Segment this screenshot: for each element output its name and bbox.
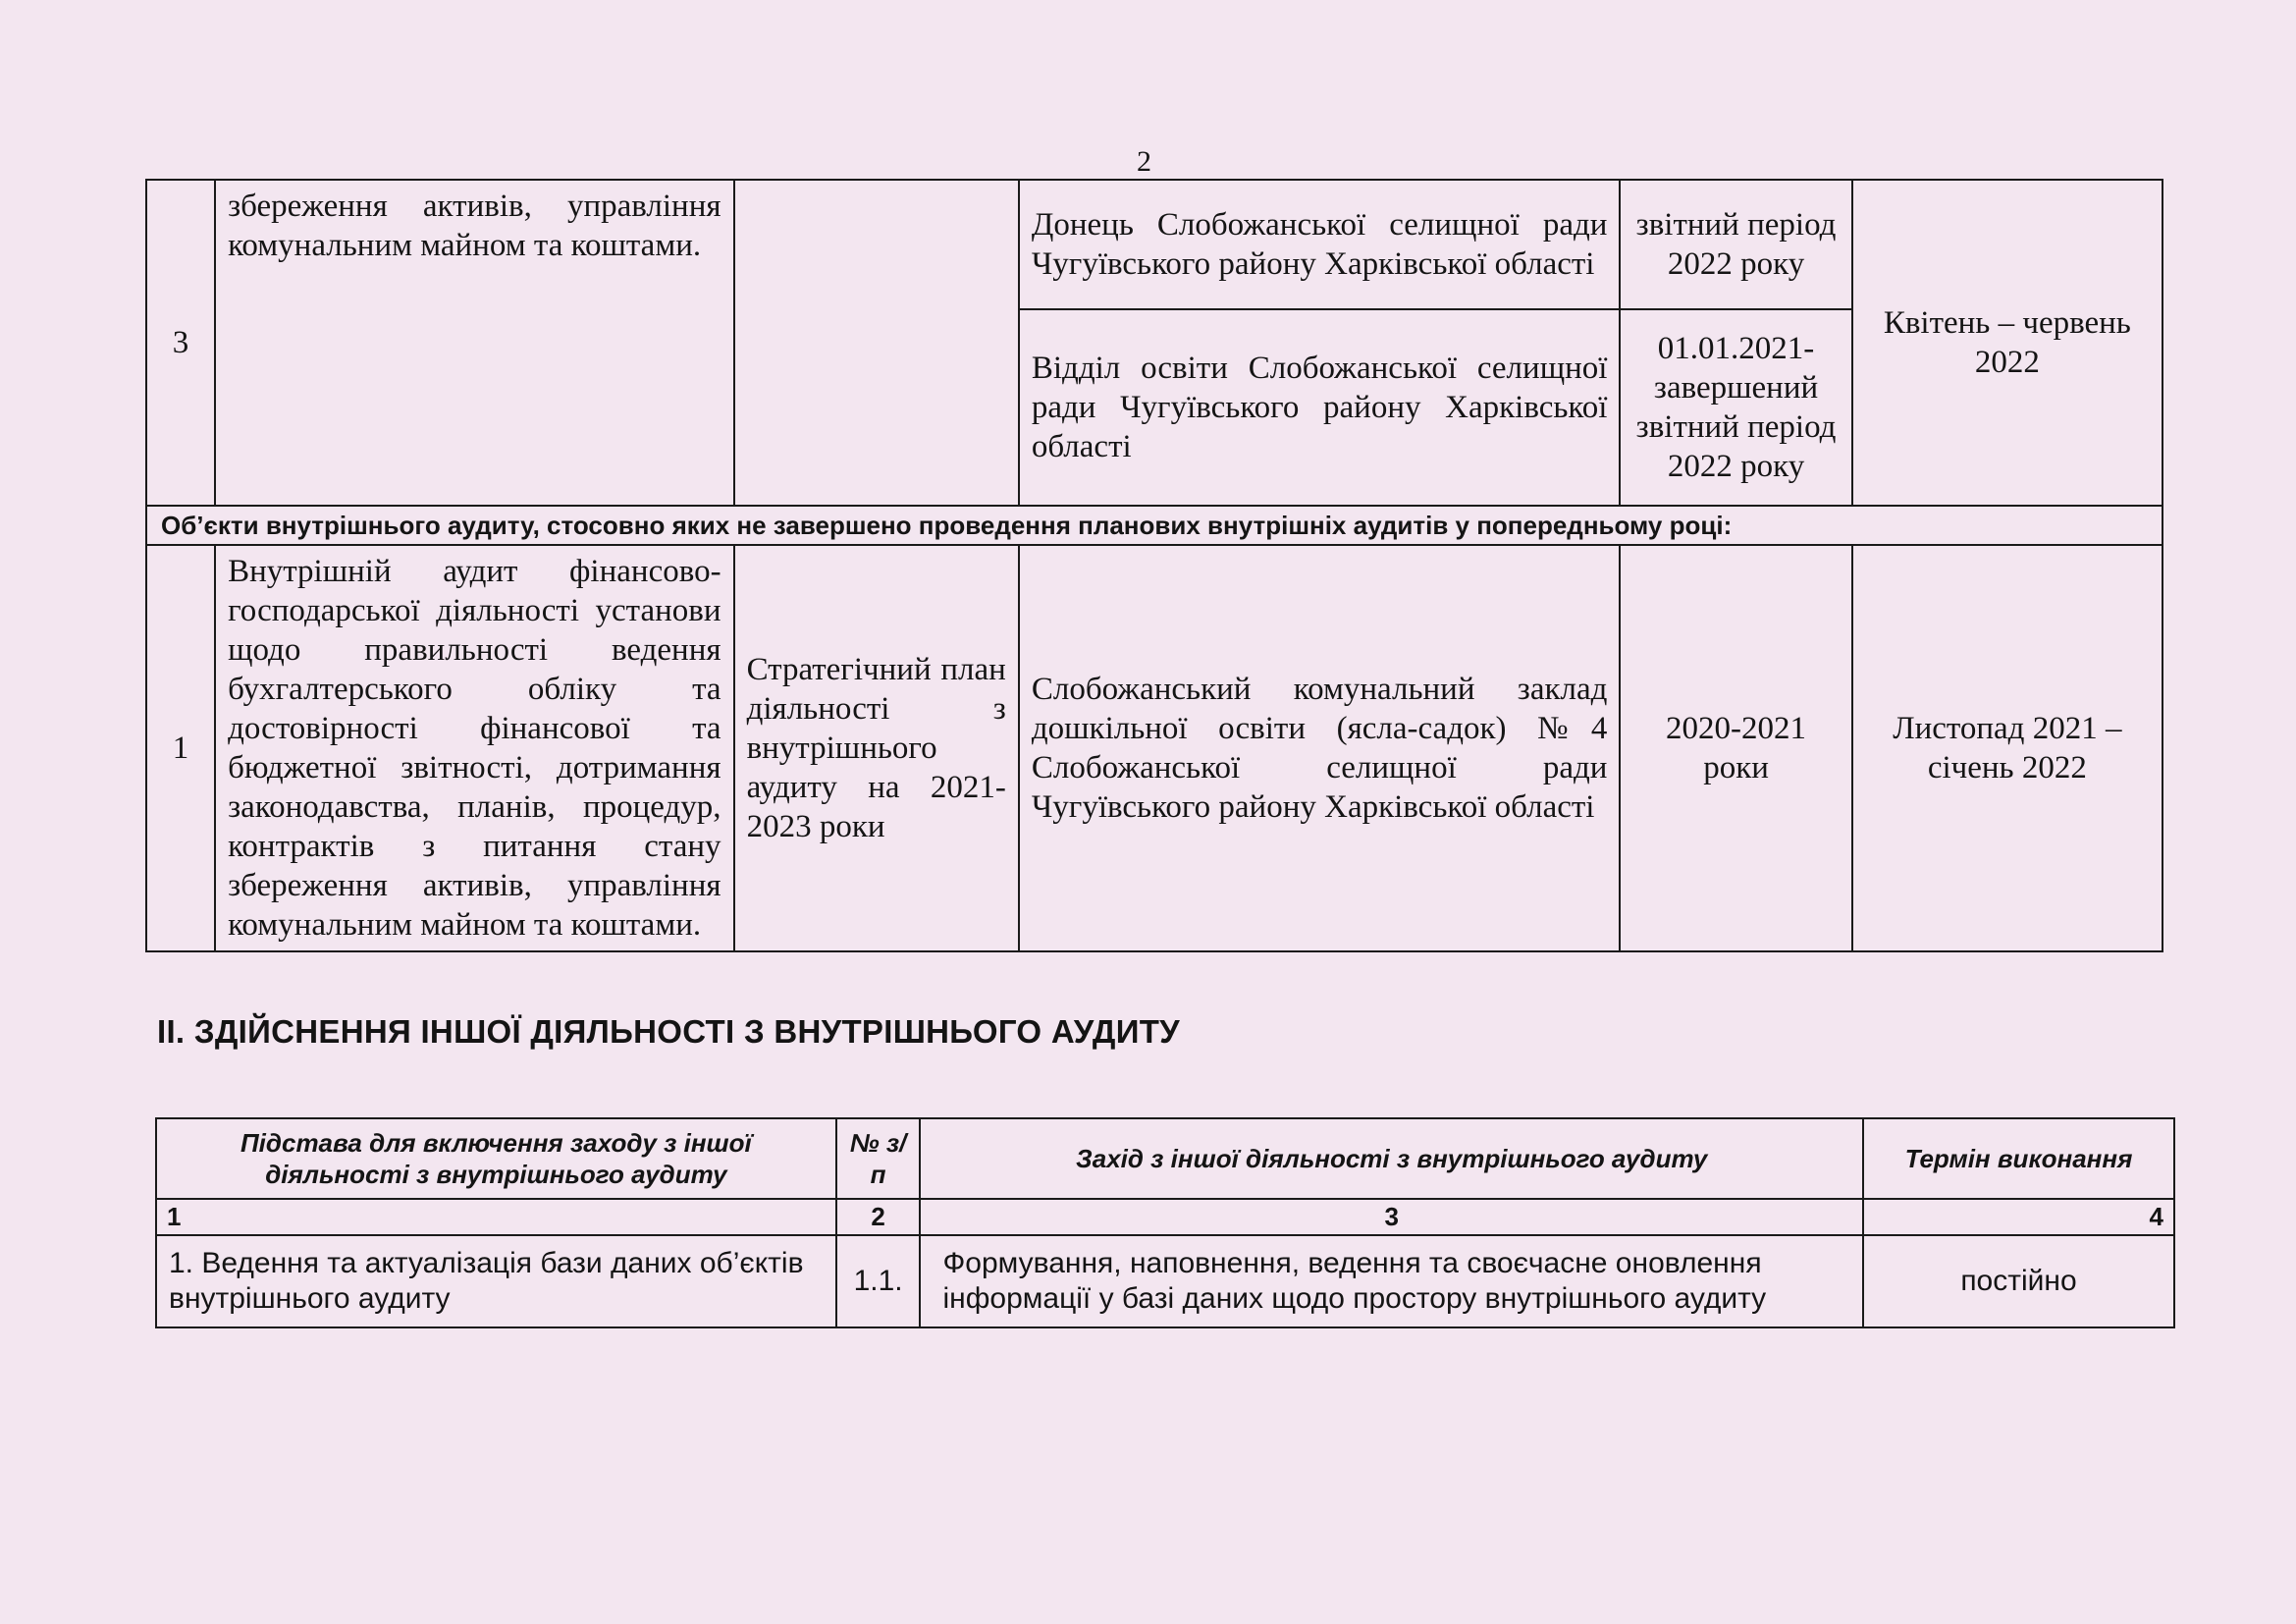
section-heading: ІІ. ЗДІЙСНЕННЯ ІНШОЇ ДІЯЛЬНОСТІ З ВНУТРІШНЬОГО АУДИТУ <box>157 1013 1181 1050</box>
audit-subject: збереження активів, управління комунальним майном та коштами. <box>215 180 734 506</box>
activity-term: постійно <box>1863 1235 2174 1327</box>
activity-basis: 1. Ведення та актуалізація бази даних об’єктів внутрішнього аудиту <box>156 1235 836 1327</box>
table-row <box>156 1235 2174 1327</box>
audit-basis-empty <box>734 180 1019 506</box>
audit-period: 2020-2021 роки <box>1620 545 1851 951</box>
table-header-row <box>156 1118 2174 1199</box>
audit-term: Квітень – червень 2022 <box>1852 180 2163 506</box>
row-number: 3 <box>146 180 215 506</box>
row-number: 1 <box>146 545 215 951</box>
index-cell: 4 <box>1863 1199 2174 1235</box>
header-activity: Захід з іншої діяльності з внутрішнього аудиту <box>920 1118 1863 1199</box>
section-header: Об’єкти внутрішнього аудиту, стосовно яких не завершено проведення планових внутрішніх аудитів у попередньому році: <box>146 506 2163 545</box>
header-term: Термін виконання <box>1863 1118 2174 1199</box>
section-header-row <box>146 506 2163 545</box>
index-row <box>156 1199 2174 1235</box>
header-number: № з/п <box>836 1118 921 1199</box>
audit-object: Донець Слобожанської селищної ради Чугуївського району Харківської області <box>1019 180 1621 309</box>
audit-basis: Стратегічний план діяльності з внутрішнього аудиту на 2021-2023 роки <box>734 545 1019 951</box>
table-row <box>146 180 2163 309</box>
audit-term: Листопад 2021 – січень 2022 <box>1852 545 2163 951</box>
audit-period: 01.01.2021-завершений звітний період 2022 року <box>1620 309 1851 506</box>
audit-objects-table <box>145 179 2163 952</box>
index-cell: 2 <box>836 1199 921 1235</box>
activity-description: Формування, наповнення, ведення та своєчасне оновлення інформації у базі даних щодо простору внутрішнього аудиту <box>920 1235 1863 1327</box>
audit-period: звітний період 2022 року <box>1620 180 1851 309</box>
table-row <box>146 545 2163 951</box>
audit-object: Слобожанський комунальний заклад дошкільної освіти (ясла-садок) №4 Слобожанської селищної ради Чугуївського району Харківської області <box>1019 545 1621 951</box>
audit-object: Відділ освіти Слобожанської селищної ради Чугуївського району Харківської області <box>1019 309 1621 506</box>
index-cell: 3 <box>920 1199 1863 1235</box>
other-activity-table <box>155 1117 2175 1328</box>
index-cell: 1 <box>156 1199 836 1235</box>
audit-subject: Внутрішній аудит фінансово-господарської діяльності установи щодо правильності ведення бухгалтерського обліку та достовірності фінансової та бюджетної звітності, дотримання законодавства, планів, процедур, контрактів з питання стану збереження активів, управління комунальним майном та коштами. <box>215 545 734 951</box>
page-number: 2 <box>1137 145 1151 178</box>
activity-number: 1.1. <box>836 1235 921 1327</box>
header-basis: Підстава для включення заходу з іншої діяльності з внутрішнього аудиту <box>156 1118 836 1199</box>
